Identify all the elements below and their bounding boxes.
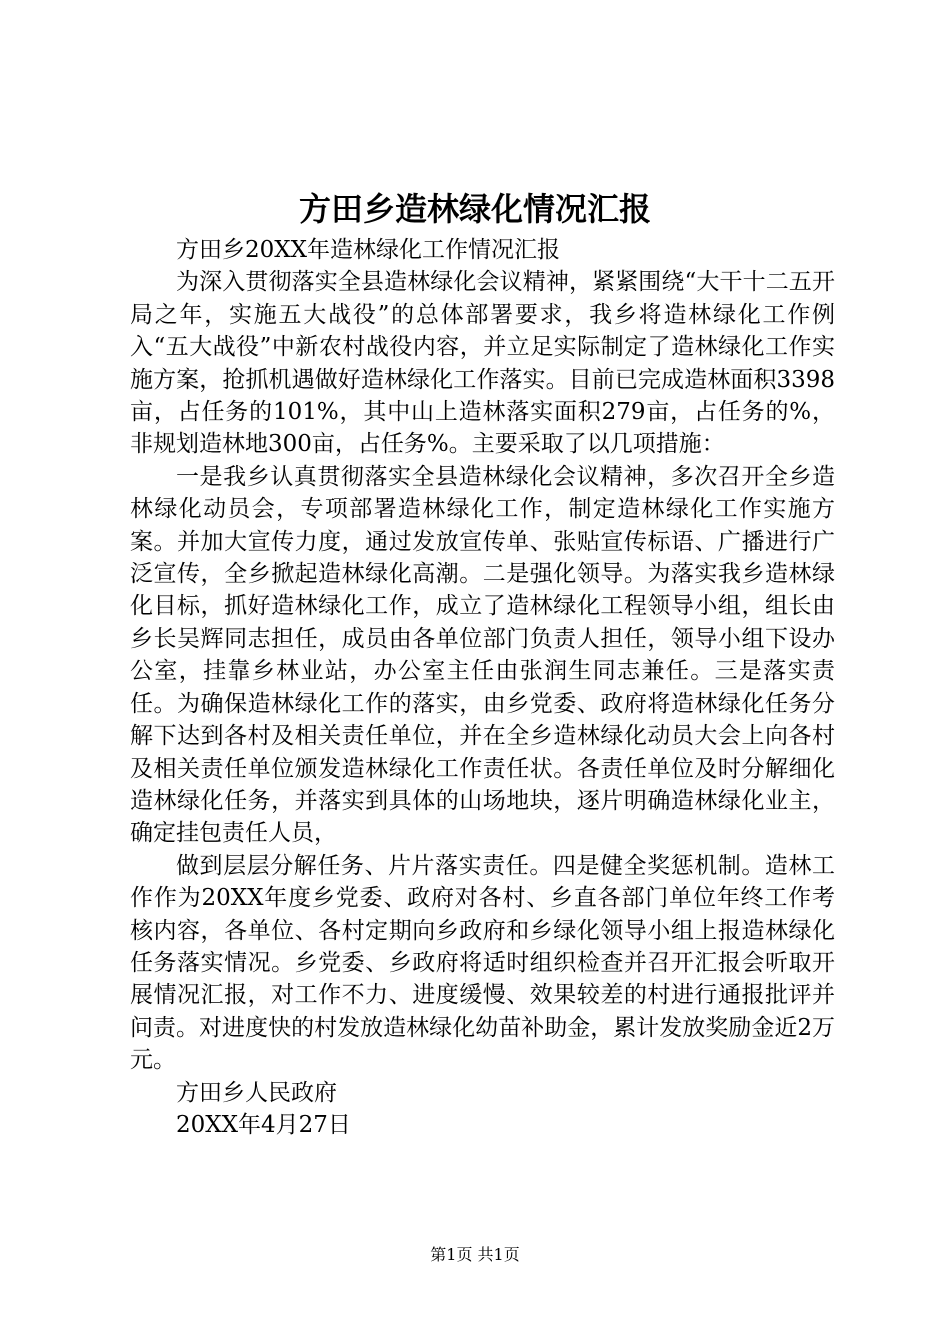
paragraph-measures: 一是我乡认真贯彻落实全县造林绿化会议精神，多次召开全乡造林绿化动员会，专项部署造林绿化工作，制定造林绿化工作实施方案。并加大宣传力度，通过发放宣传单、张贴宣传标语、广播进行广泛宣传，全乡掀起造林绿化高潮。二是强化领导。为落实我乡造林绿化目标，抓好造林绿化工作，成立了造林绿化工程领导小组，组长由乡长吴辉同志担任，成员由各单位部门负责人担任，领导小组下设办公室，挂靠乡林业站，办公室主任由张润生同志兼任。三是落实责任。为确保造林绿化工作的落实，由乡党委、政府将造林绿化任务分解下达到各村及相关责任单位，并在全乡造林绿化动员大会上向各村及相关责任单位颁发造林绿化工作责任状。各责任单位及时分解细化造林绿化任务，并落实到具体的山场地块，逐片明确造林绿化业主，确定挂包责任人员， [130,463,835,847]
page-footer: 第1页 共1页 [430,1245,520,1264]
signature: 方田乡人民政府 [176,1079,337,1106]
paragraph-incentives: 做到层层分解任务、片片落实责任。四是健全奖惩机制。造林工作作为20XX年度乡党委、政府对各村、乡直各部门单位年终工作考核内容，各单位、各村定期向乡政府和乡绿化领导小组上报造林绿化任务落实情况。乡党委、乡政府将适时组织检查并召开汇报会听取开展情况汇报，对工作不力、进度缓慢、效果较差的村进行通报批评并问责。对进度快的村发放造林绿化幼苗补助金，累计发放奖励金近2万元。 [130,852,835,1074]
document-date: 20XX年4月27日 [176,1111,351,1138]
document-body [130,234,835,1141]
document-subtitle: 方田乡20XX年造林绿化工作情况汇报 [176,237,561,263]
paragraph-intro: 为深入贯彻落实全县造林绿化会议精神，紧紧围绕“大干十二五开局之年，实施五大战役”的总体部署要求，我乡将造林绿化工作例入“五大战役”中新农村战役内容，并立足实际制定了造林绿化工作实施方案，抢抓机遇做好造林绿化工作落实。目前已完成造林面积3398亩，占任务的101%，其中山上造林落实面积279亩，占任务的%，非规划造林地300亩，占任务%。主要采取了以几项措施： [130,269,835,458]
document-title: 方田乡造林绿化情况汇报 [298,190,651,228]
